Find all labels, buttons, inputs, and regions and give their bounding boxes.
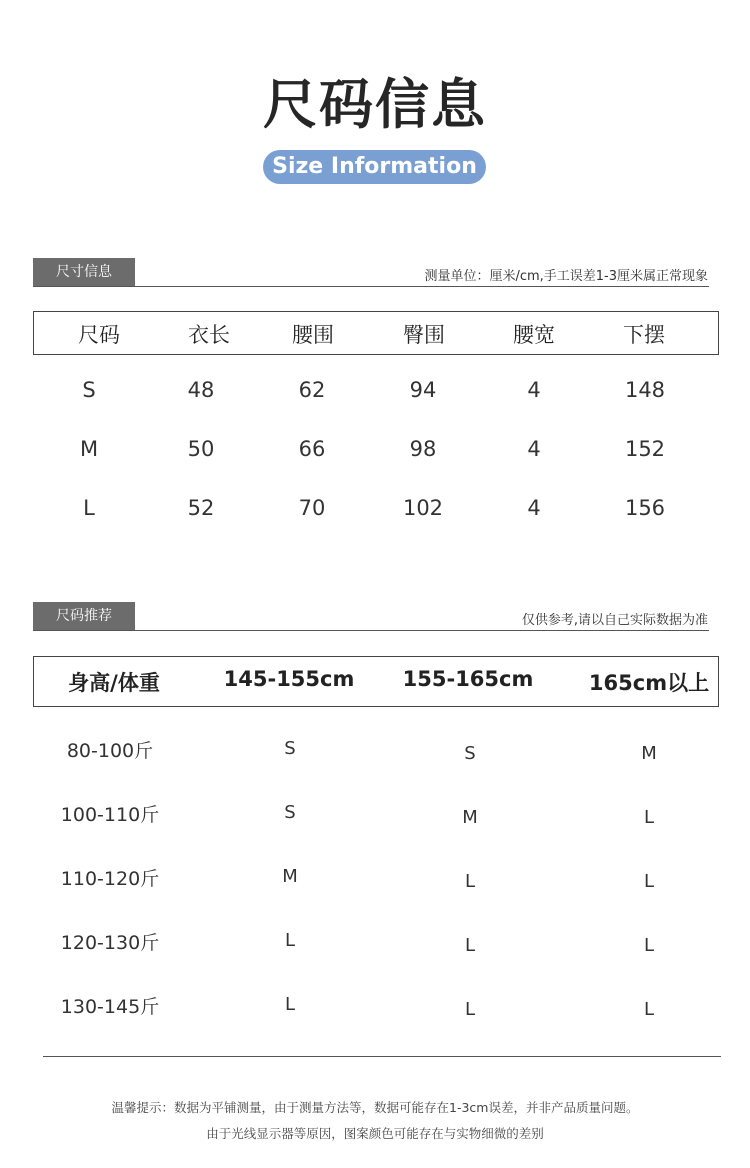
rec-header-cell: 155-165cm (402, 667, 534, 691)
size-section-note: 测量单位：厘米/cm,手工误差1-3厘米属正常现象 (424, 269, 708, 284)
rec-header-cell: 身高/体重 (68, 671, 160, 695)
size-table-header (33, 311, 719, 355)
table-cell: 80-100斤 (66, 740, 154, 762)
rec-section-note: 仅供参考,请以自己实际数据为准 (521, 613, 708, 628)
table-cell: M (641, 743, 657, 764)
size-header-cell: 衣长 (188, 323, 230, 347)
rec-table-header (33, 656, 719, 707)
table-row (0, 992, 750, 1022)
table-cell: 110-120斤 (60, 868, 160, 890)
rec-section-divider (33, 630, 709, 631)
table-row (0, 928, 750, 958)
table-cell: S (82, 378, 96, 402)
table-cell: L (643, 999, 655, 1020)
table-row (0, 736, 750, 766)
table-cell: 100-110斤 (60, 804, 160, 826)
table-cell: 50 (187, 437, 215, 461)
table-row (0, 864, 750, 894)
size-header-cell: 下摆 (623, 323, 665, 347)
table-row (0, 800, 750, 830)
table-cell: 48 (187, 378, 215, 402)
table-cell: S (464, 743, 476, 764)
table-cell: 120-130斤 (60, 932, 160, 954)
table-cell: L (83, 496, 95, 520)
footnote-line: 温馨提示：数据为平铺测量，由于测量方法等，数据可能存在1-3cm误差，并非产品质量问题。 (111, 1100, 639, 1115)
rec-header-cell: 145-155cm (223, 667, 355, 691)
table-cell: 62 (298, 378, 326, 402)
table-cell: S (284, 738, 296, 759)
table-row (0, 437, 750, 467)
table-cell: 4 (527, 378, 541, 402)
page-title: 尺码信息 (263, 73, 487, 136)
table-cell: L (643, 871, 655, 892)
size-header-cell: 腰宽 (513, 323, 555, 347)
table-cell: S (284, 802, 296, 823)
table-cell: 4 (527, 496, 541, 520)
bottom-divider (43, 1056, 721, 1057)
table-cell: 98 (409, 437, 437, 461)
table-cell: 156 (624, 496, 666, 520)
size-section-tag: 尺寸信息 (33, 258, 135, 286)
table-cell: 4 (527, 437, 541, 461)
size-header-cell: 腰围 (292, 323, 334, 347)
table-cell: 94 (409, 378, 437, 402)
table-cell: L (464, 871, 476, 892)
table-cell: L (464, 935, 476, 956)
size-section-divider (33, 286, 709, 287)
table-cell: 152 (624, 437, 666, 461)
table-cell: L (284, 930, 296, 951)
size-header-cell: 臀围 (403, 323, 445, 347)
table-cell: 130-145斤 (60, 996, 160, 1018)
subtitle-badge: Size Information (263, 150, 486, 184)
rec-section-tag: 尺码推荐 (33, 602, 135, 630)
footnote-line: 由于光线显示器等原因，图案颜色可能存在与实物细微的差别 (206, 1126, 544, 1141)
table-cell: M (282, 866, 298, 887)
table-cell: 52 (187, 496, 215, 520)
table-cell: M (462, 807, 478, 828)
table-row (0, 378, 750, 408)
table-cell: 102 (402, 496, 444, 520)
table-cell: 70 (298, 496, 326, 520)
rec-header-cell: 165cm以上 (588, 671, 710, 695)
table-cell: L (464, 999, 476, 1020)
table-cell: L (284, 994, 296, 1015)
table-row (0, 496, 750, 526)
table-cell: L (643, 935, 655, 956)
table-cell: M (79, 437, 99, 461)
table-cell: 66 (298, 437, 326, 461)
size-header-cell: 尺码 (78, 323, 120, 347)
table-cell: 148 (624, 378, 666, 402)
table-cell: L (643, 807, 655, 828)
